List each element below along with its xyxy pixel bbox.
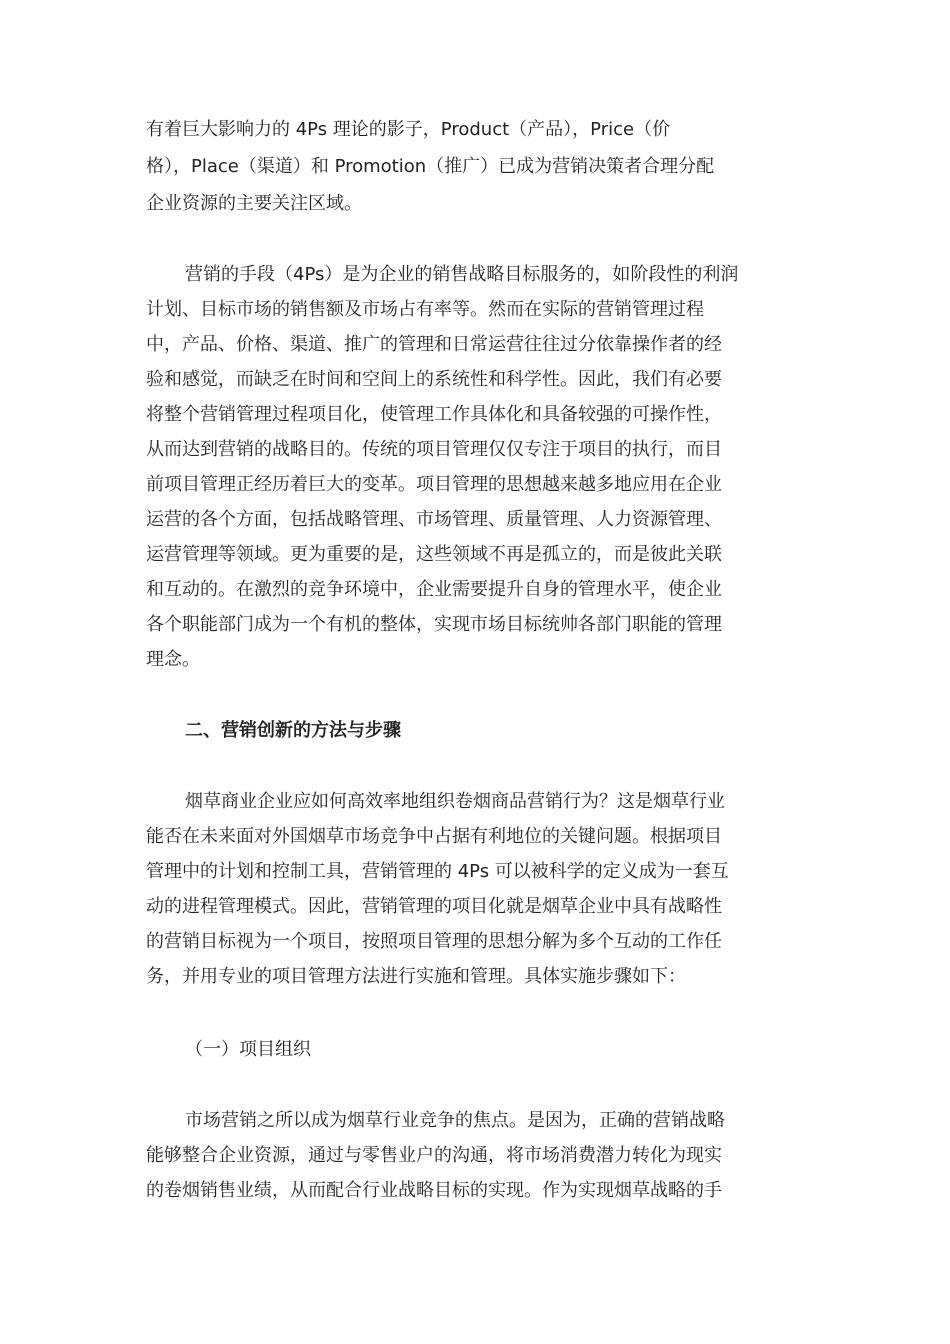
subsection-heading: （一）项目组织: [185, 1039, 311, 1060]
paragraph-line: 运营的各个方面，包括战略管理、市场管理、质量管理、人力资源管理、: [146, 509, 722, 530]
paragraph-line: 中，产品、价格、渠道、推广的管理和日常运营往往过分依靠操作者的经: [146, 334, 722, 355]
paragraph-line: 有着巨大影响力的 4Ps 理论的影子，Product（产品），Price（价: [146, 119, 671, 140]
paragraph-line: 前项目管理正经历着巨大的变革。项目管理的思想越来越多地应用在企业: [146, 474, 722, 495]
paragraph-line: 的卷烟销售业绩，从而配合行业战略目标的实现。作为实现烟草战略的手: [146, 1180, 722, 1201]
paragraph-line: 动的进程管理模式。因此，营销管理的项目化就是烟草企业中具有战略性: [146, 896, 722, 917]
paragraph-line: 市场营销之所以成为烟草行业竞争的焦点。是因为，正确的营销战略: [185, 1110, 725, 1131]
paragraph-line: 从而达到营销的战略目的。传统的项目管理仅仅专注于项目的执行，而目: [146, 439, 722, 460]
paragraph-line: 管理中的计划和控制工具，营销管理的 4Ps 可以被科学的定义成为一套互: [146, 861, 729, 882]
paragraph-line: 各个职能部门成为一个有机的整体，实现市场目标统帅各部门职能的管理: [146, 614, 722, 635]
paragraph-line: 计划、目标市场的销售额及市场占有率等。然而在实际的营销管理过程: [146, 299, 704, 320]
section-heading: 二、营销创新的方法与步骤: [185, 720, 401, 741]
paragraph-line: 格），Place（渠道）和 Promotion（推广）已成为营销决策者合理分配: [146, 156, 715, 177]
paragraph-line: 能否在未来面对外国烟草市场竞争中占据有利地位的关键问题。根据项目: [146, 826, 722, 847]
paragraph-line: 的营销目标视为一个项目，按照项目管理的思想分解为多个互动的工作任: [146, 931, 722, 952]
paragraph-line: 验和感觉，而缺乏在时间和空间上的系统性和科学性。因此，我们有必要: [146, 369, 722, 390]
paragraph-line: 企业资源的主要关注区域。: [146, 193, 362, 214]
paragraph-line: 烟草商业企业应如何高效率地组织卷烟商品营销行为？这是烟草行业: [185, 791, 725, 812]
paragraph-line: 能够整合企业资源，通过与零售业户的沟通，将市场消费潜力转化为现实: [146, 1145, 722, 1166]
paragraph-line: 运营管理等领域。更为重要的是，这些领域不再是孤立的，而是彼此关联: [146, 544, 722, 565]
paragraph-line: 和互动的。在激烈的竞争环境中，企业需要提升自身的管理水平，使企业: [146, 579, 722, 600]
paragraph-line: 将整个营销管理过程项目化，使管理工作具体化和具备较强的可操作性，: [146, 404, 722, 425]
paragraph-line: 务，并用专业的项目管理方法进行实施和管理。具体实施步骤如下：: [146, 966, 686, 987]
paragraph-line: 营销的手段（4Ps）是为企业的销售战略目标服务的，如阶段性的利润: [185, 264, 739, 285]
paragraph-line: 理念。: [146, 649, 200, 670]
